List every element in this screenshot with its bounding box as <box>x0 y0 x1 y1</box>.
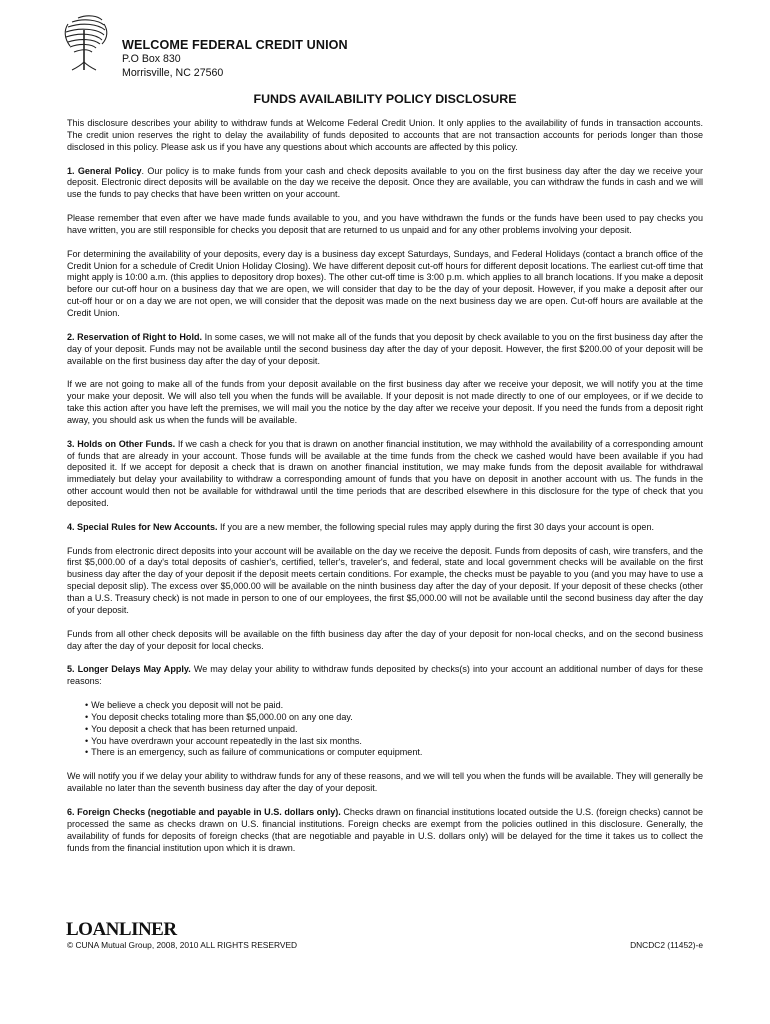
address-line-1: P.O Box 830 <box>122 53 181 65</box>
list-item: • You deposit checks totaling more than $5,000.00 on any one day. <box>85 712 703 724</box>
tree-logo-icon <box>58 12 110 74</box>
list-item: • There is an emergency, such as failure of communications or computer equipment. <box>85 747 703 759</box>
section-6-text-1: Checks drawn on financial institutions located outside the U.S. (foreign checks) cannot be processed the same as checks drawn on U.S. financial institutions. Foreign checks are exempt from the policies outlined in this disclosure. Generally, the availability of funds for deposits of foreign checks (that are negotiable and payable in U.S. dollars only) will be delayed for the time it takes us to collect the funds from the financial institution upon which it is drawn. <box>67 806 703 853</box>
section-2-text-1: In some cases, we will not make all of the funds that you deposit by check available to you on the first business day after the day of your deposit. Funds may not be available until the second business day after the day of your deposit. However, the first $200.00 of your deposit will be available on the first business day after the day of your deposit. <box>67 331 703 366</box>
section-4-paragraph-2: Funds from electronic direct deposits into your account will be available on the day we receive the deposit. Funds from deposits of cash, wire transfers, and the first $5,000.00 of a day's total deposits of cashier's, certified, teller's, traveler's, and federal, state and local government checks will be available on the first business day after the day of your deposit if the deposit meets certain conditions. For example, the checks must be payable to you (and you may have to use a special deposit slip). The excess over $5,000.00 will be available on the ninth business day after the day of your deposit. If your deposit of these checks (other than a U.S. Treasury check) is not made in person to one of our employees, the first $5,000.00 will not be available until the second business day after the day of your deposit. <box>67 545 703 615</box>
section-4-heading: 4. Special Rules for New Accounts. <box>67 521 218 532</box>
copyright-notice: © CUNA Mutual Group, 2008, 2010 ALL RIGHTS RESERVED <box>67 940 298 950</box>
section-5-paragraph-2: We will notify you if we delay your ability to withdraw funds for any of these reasons, and we will tell you when the funds will be available. They will generally be available no later than the seventh business day after the day of your deposit. <box>67 771 703 794</box>
section-3-heading: 3. Holds on Other Funds. <box>67 438 176 449</box>
document-title: FUNDS AVAILABILITY POLICY DISCLOSURE <box>253 92 517 106</box>
section-1-paragraph-1: 1. General Policy. Our policy is to make funds from your cash and check deposits available to you on the first business day after the day we receive your deposit. Electronic direct deposits will be available on the day we receive the deposit. Once they are available, you can withdraw the funds in cash and we will use the funds to pay checks that have been written on your account. <box>67 165 704 200</box>
loanliner-logo <box>66 918 177 940</box>
section-5-heading: 5. Longer Delays May Apply. <box>67 664 191 675</box>
form-code: DNCDC2 (11452)-e <box>630 940 703 950</box>
section-1-text-1: Our policy is to make funds from your cash and check deposits available to you on the first business day after the day we receive your deposit. Electronic direct deposits will be available on the day we receive the deposit. Once they are available, you can withdraw the funds in cash and we will use the funds to pay checks that have been written on your account. <box>67 165 704 200</box>
credit-union-header <box>122 38 348 80</box>
section-2-paragraph-2: If we are not going to make all of the funds from your deposit available on the first business day after we receive your deposit, we will notify you at the time your make your deposit. We will also tell you when the funds will be available. If your deposit is not made directly to one of our employees, or if we decide to take this action after you have left the premises, we will mail you the notice by the day after we receive your deposit. If you need the funds from a deposit right away, you should ask us when the funds will be available. <box>67 379 703 425</box>
section-1-paragraph-3: For determining the availability of your deposits, every day is a business day except Saturdays, Sundays, and Federal Holidays (contact a branch office of the Credit Union for a schedule of Credit Union Holiday Closing). We have different deposit cut-off hours for different deposit locations. The earliest cut-off time that might apply is 10:00 a.m. (this applies to depository drop boxes). The other cut-off time is 3:00 p.m. which applies to all branch locations. If you make a deposit before our cut-off hour on a business day that we are open, we will consider that day to be the day of your deposit. However, if you make a deposit after our cut-off hour or on a day we are not open, we will consider that the deposit was made on the next business day we are open. Cut-off hours are available at the Credit Union. <box>67 248 703 318</box>
address-line-2: Morrisville, NC 27560 <box>122 66 224 79</box>
section-5-text-1: We may delay your ability to withdraw funds deposited by checks(s) into your account an additional number of days for these reasons: <box>67 664 703 687</box>
delay-reasons-list <box>67 700 703 759</box>
list-item: • You have overdrawn your account repeatedly in the last six months. <box>85 736 703 748</box>
loanliner-logo-text: LOANLINER <box>66 919 177 940</box>
section-4-paragraph-1 <box>67 522 703 534</box>
section-6-heading: 6. Foreign Checks (negotiable and payable in U.S. dollars only). <box>67 806 341 817</box>
section-2-paragraph-1 <box>67 332 703 368</box>
section-2-heading: 2. Reservation of Right to Hold. <box>67 331 203 342</box>
credit-union-name: WELCOME FEDERAL CREDIT UNION <box>122 38 348 52</box>
list-item: • You deposit a check that has been returned unpaid. <box>85 724 703 736</box>
section-4-text-1: If you are a new member, the following special rules may apply during the first 30 days your account is open. <box>220 521 654 532</box>
disclosure-body <box>67 118 703 866</box>
section-3-text-1: If we cash a check for you that is drawn on another financial institution, we may withhold the availability of a corresponding amount of funds that are already in your account. Those funds will be available at the time funds from the check we cashed would have been available if you had deposited it. If we accept for deposit a check that is drawn on another financial institution, we may make funds from the deposit available for withdrawal immediately but delay your availability to withdraw a corresponding amount of funds that you have on deposit in another account with us. The funds in the other account would then not be available for withdrawal until the time periods that are described elsewhere in this disclosure for the type of check that you deposited. <box>67 438 704 508</box>
intro-paragraph: This disclosure describes your ability to withdraw funds at Welcome Federal Credit Union. It only applies to the availability of funds in transaction accounts. The credit union reserves the right to delay the availability of funds deposited to accounts that are not transaction accounts for periods longer than those disclosed in this policy. Please ask us if you have any questions about which accounts are affected by this policy. <box>67 118 703 152</box>
section-1-heading: 1. General Policy <box>67 165 142 176</box>
section-6-paragraph-1 <box>67 807 703 854</box>
section-4-paragraph-3: Funds from all other check deposits will be available on the fifth business day after the day of your deposit for non-local checks, and on the second business day after the day of your deposit for local checks. <box>67 628 703 651</box>
section-1-paragraph-2: Please remember that even after we have made funds available to you, and you have withdrawn the funds or the funds have been used to pay checks you have written, you are still responsible for checks you deposit that are returned to us unpaid and for any other problems involving your deposit. <box>67 213 703 235</box>
section-3-paragraph-1 <box>67 439 703 510</box>
list-item: • We believe a check you deposit will not be paid. <box>85 700 703 712</box>
section-5-paragraph-1 <box>67 664 703 688</box>
